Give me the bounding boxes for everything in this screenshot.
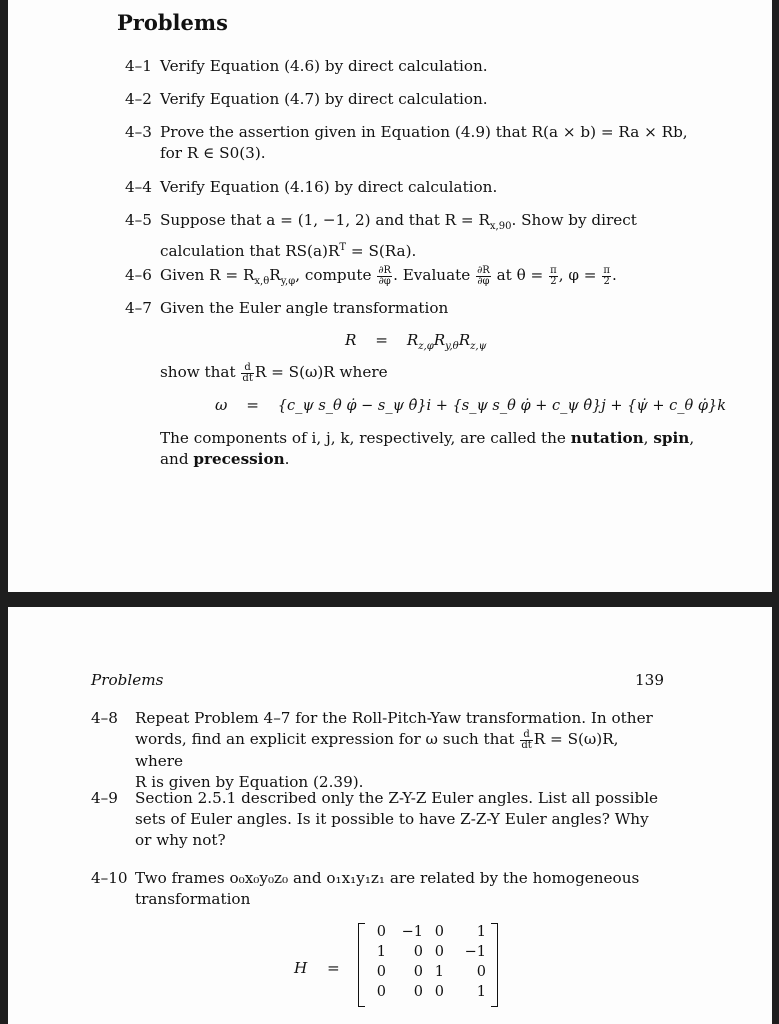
superscript: T xyxy=(339,242,347,254)
problem-4-9 xyxy=(91,788,664,851)
matrix-cell: 1 xyxy=(476,984,486,1000)
right-bracket xyxy=(491,923,498,1007)
text-f: , φ = xyxy=(558,266,597,284)
problem-text-line3: R is given by Equation (2.39). xyxy=(135,772,364,791)
matrix-label: H xyxy=(294,959,308,977)
text-a: Given R = R xyxy=(160,266,255,284)
derivative-fraction xyxy=(241,363,253,384)
text-d: . Evaluate xyxy=(393,266,471,284)
frac-bottom: dt xyxy=(242,372,253,384)
frac-bottom: 2 xyxy=(603,275,610,287)
problem-text: Given the Euler angle transformation xyxy=(160,299,449,317)
eq-rhs: {c_ψ s_θ φ̇ − s_ψ θ̇}i + {s_ψ s_θ φ̇ + c_ψ θ̇}j + {ψ̇ + c_θ φ̇}k xyxy=(277,398,726,414)
derivative-fraction xyxy=(520,730,532,751)
matrix-cell: 1 xyxy=(476,924,486,940)
frac-bottom: 2 xyxy=(550,275,557,287)
problem-4-4 xyxy=(125,177,695,198)
rot-2-sub: y,θ xyxy=(445,341,459,353)
text-a: show that xyxy=(160,363,236,381)
problem-4-2 xyxy=(125,89,695,110)
matrix-cell: 0 xyxy=(376,984,386,1000)
rot-2: R xyxy=(433,331,446,349)
problem-4-8 xyxy=(91,708,664,793)
text-c: and xyxy=(160,450,194,468)
matrix-row xyxy=(368,984,490,1004)
term-precession: precession xyxy=(193,450,285,468)
frac-top: d xyxy=(241,363,253,374)
frac-top: π xyxy=(550,264,557,276)
text-b: , xyxy=(689,429,695,447)
matrix-cell: 0 xyxy=(413,964,423,980)
problem-number: 4–6 xyxy=(125,266,152,284)
problem-number: 4–2 xyxy=(125,90,152,108)
frac-top: π xyxy=(603,264,610,276)
frac-bottom: ∂φ xyxy=(378,275,391,287)
matrix-cell: 0 xyxy=(434,944,444,960)
matrix-cell: −1 xyxy=(464,944,486,960)
problem-text-line1-end: . Show by direct xyxy=(511,211,637,229)
matrix-row xyxy=(368,944,490,964)
problem-number: 4–9 xyxy=(91,789,118,807)
matrix-row xyxy=(368,964,490,984)
subscript: x,90 xyxy=(489,221,512,233)
problem-text-line1: Prove the assertion given in Equation (4.9) that R(a × b) = Ra × Rb, xyxy=(160,123,688,141)
matrix-cell: 0 xyxy=(476,964,486,980)
partial-fraction-2 xyxy=(476,266,491,287)
equation-R xyxy=(345,331,486,352)
term-spin: spin xyxy=(653,429,690,447)
text-a: The components of i, j, k, respectively, are called the xyxy=(160,429,571,447)
term-nutation: nutation xyxy=(570,429,644,447)
problem-4-10 xyxy=(91,868,664,910)
problem-4-5 xyxy=(125,210,695,262)
problem-4-3 xyxy=(125,122,695,164)
eq-lhs: ω xyxy=(215,396,228,414)
equation-omega xyxy=(215,396,726,414)
problem-number: 4–8 xyxy=(91,709,118,727)
matrix-cell: 1 xyxy=(434,964,444,980)
rot-3-sub: z,ψ xyxy=(470,341,487,353)
problem-number: 4–10 xyxy=(91,869,128,887)
sub-b: y,φ xyxy=(280,276,296,288)
problem-text-line1: Repeat Problem 4–7 for the Roll-Pitch-Yaw transformation. In other xyxy=(135,709,653,727)
matrix-cell: −1 xyxy=(401,924,423,940)
problem-text-line2b: R = S(ω)R, where xyxy=(135,730,619,770)
show-that-line xyxy=(160,362,700,384)
matrix-row xyxy=(368,924,490,944)
sub-a: x,θ xyxy=(254,276,270,288)
matrix-cell: 0 xyxy=(413,944,423,960)
problem-text-line2: calculation that RS(a)R xyxy=(160,242,340,261)
rot-1-sub: z,φ xyxy=(418,341,434,353)
eq-lhs: R xyxy=(345,331,357,349)
problem-4-1 xyxy=(125,56,695,77)
page-lower xyxy=(8,607,772,1024)
text-e: at θ = xyxy=(496,266,544,284)
problem-number: 4–5 xyxy=(125,211,152,229)
matrix-cell: 0 xyxy=(376,964,386,980)
text-d: . xyxy=(284,450,290,468)
frac-top: d xyxy=(520,730,532,741)
eq-sign: = xyxy=(327,959,340,977)
matrix-cell: 0 xyxy=(376,924,386,940)
matrix-cell: 1 xyxy=(376,944,386,960)
text-g: . xyxy=(611,266,617,284)
problem-text: Verify Equation (4.6) by direct calculation. xyxy=(160,57,488,75)
problem-text-line2-end: = S(Ra). xyxy=(346,242,417,261)
eq-sign: = xyxy=(246,396,259,414)
frac-top: ∂R xyxy=(477,264,490,276)
problem-number: 4–4 xyxy=(125,178,152,196)
problem-4-6 xyxy=(125,265,695,292)
matrix-cell: 0 xyxy=(434,984,444,1000)
page-number: 139 xyxy=(635,671,664,689)
problem-number: 4–7 xyxy=(125,299,152,317)
partial-fraction xyxy=(377,266,392,287)
running-head-title: Problems xyxy=(91,671,164,689)
problem-text-line2: transformation xyxy=(135,890,251,908)
frac-top: ∂R xyxy=(378,264,392,276)
problem-number: 4–3 xyxy=(125,123,152,141)
problem-text-line1: Section 2.5.1 described only the Z-Y-Z Euler angles. List all possible xyxy=(135,789,659,807)
rot-1: R xyxy=(406,331,419,349)
frac-bottom: dt xyxy=(521,739,532,751)
text-b: R = S(ω)R where xyxy=(254,363,388,381)
problem-text-line1: Suppose that a = (1, −1, 2) and that R = R xyxy=(160,211,490,229)
rot-3: R xyxy=(458,331,471,349)
components-paragraph xyxy=(160,428,700,470)
matrix xyxy=(358,923,498,1005)
text-c: , compute xyxy=(295,266,372,284)
problem-text: Verify Equation (4.7) by direct calculation. xyxy=(160,90,488,108)
running-head xyxy=(91,671,664,689)
problem-text-line1: Two frames o₀x₀y₀z₀ and o₁x₁y₁z₁ are related by the homogeneous xyxy=(135,869,640,887)
problem-number: 4–1 xyxy=(125,57,152,75)
comma: , xyxy=(643,429,654,447)
problem-text-line3: or why not? xyxy=(135,831,226,849)
frac-bottom: ∂φ xyxy=(477,275,490,287)
pi-over-2-b xyxy=(602,266,611,287)
eq-sign: = xyxy=(375,331,388,349)
problem-text-line2: sets of Euler angles. Is it possible to have Z-Z-Y Euler angles? Why xyxy=(135,810,649,828)
section-heading: Problems xyxy=(117,10,228,35)
problem-text: Verify Equation (4.16) by direct calculation. xyxy=(160,178,498,196)
problem-text-line2a: words, find an explicit expression for ω such that xyxy=(135,730,515,748)
matrix-cell: 0 xyxy=(434,924,444,940)
pi-over-2 xyxy=(549,266,558,287)
page-upper xyxy=(8,0,772,592)
problem-4-7 xyxy=(125,298,695,319)
matrix-cell: 0 xyxy=(413,984,423,1000)
problem-text-line2: for R ∈ S0(3). xyxy=(160,144,266,162)
text-b: R xyxy=(269,266,281,284)
